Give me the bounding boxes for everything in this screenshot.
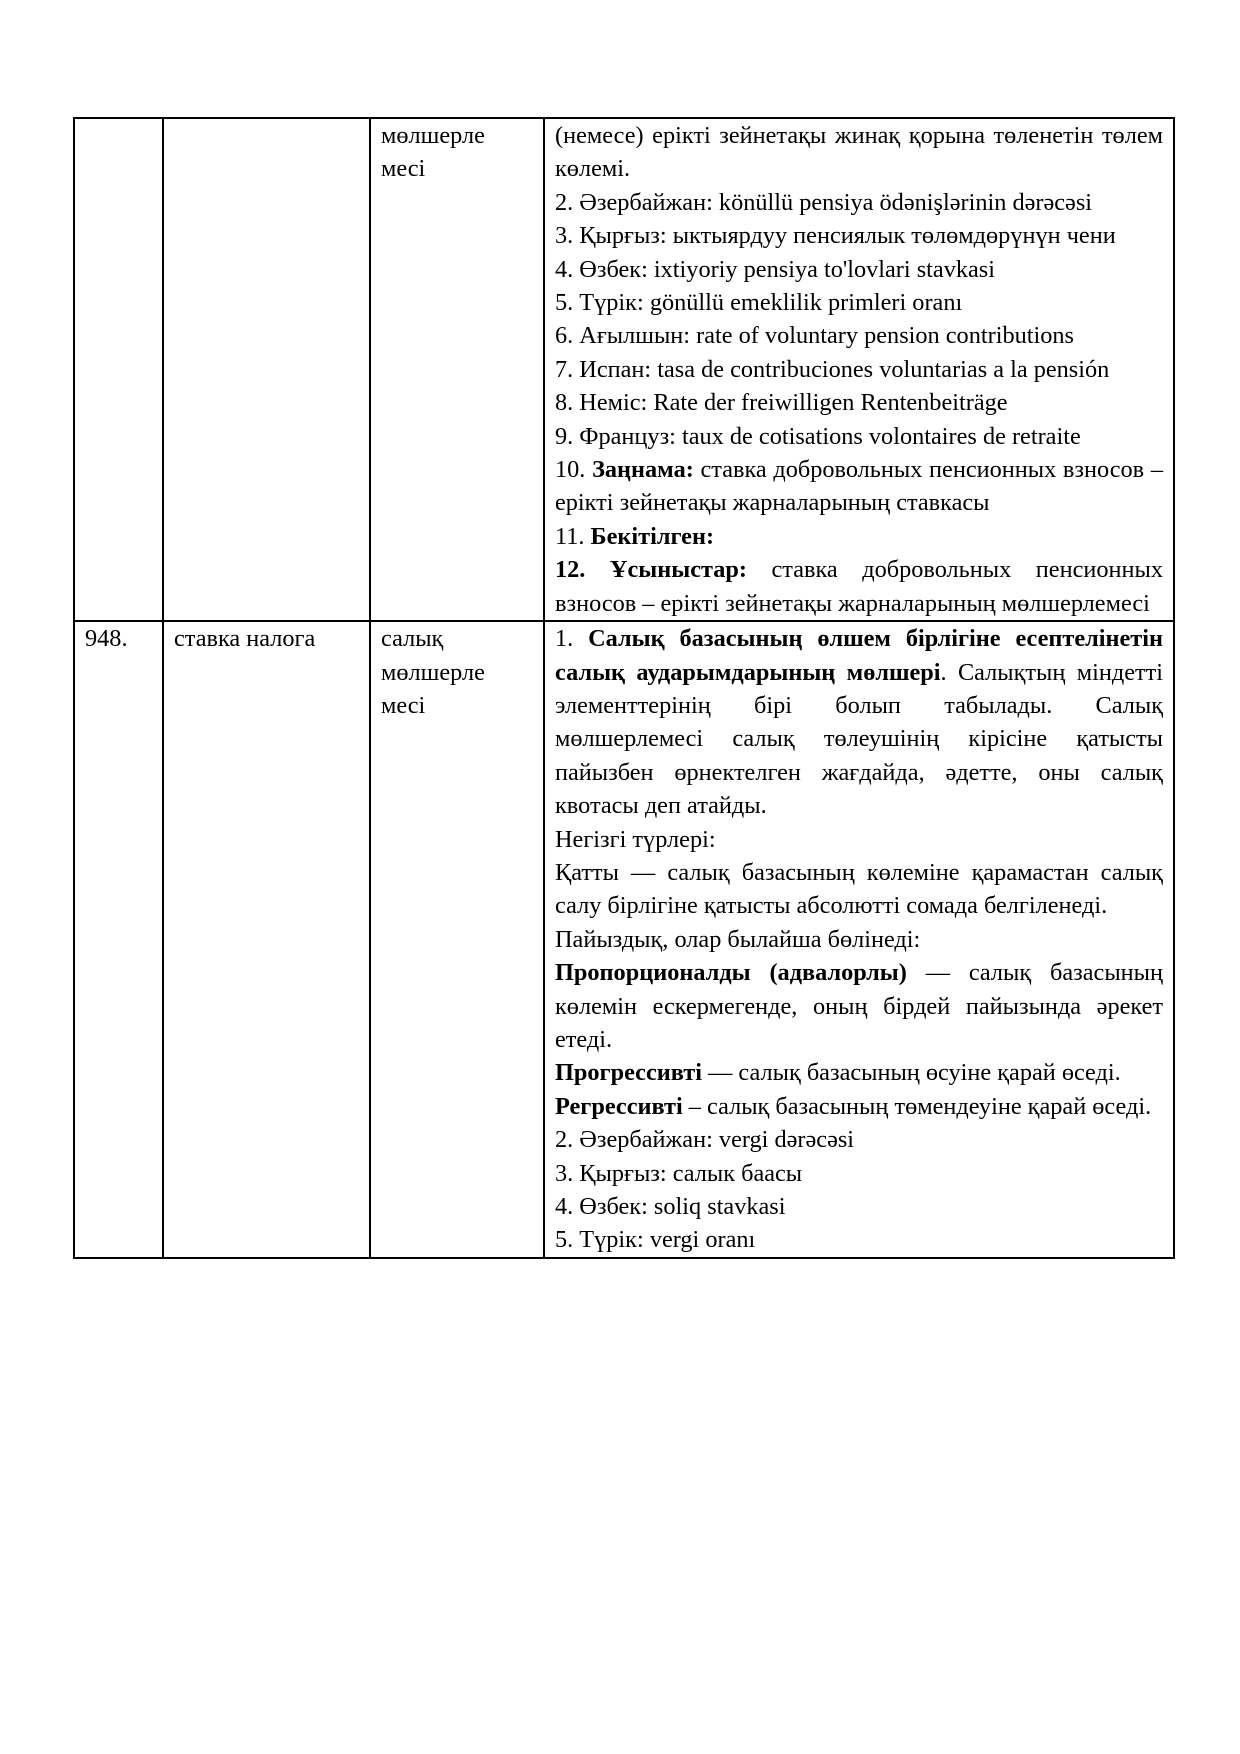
definition-paragraph (555, 286, 1163, 319)
text-span: 2. Әзербайжан: vergi dərəcəsi (555, 1126, 855, 1154)
text-span: Негізгі түрлері: (555, 825, 716, 853)
bold-text: Заңнама: (592, 456, 694, 484)
text-span: — салық базасының көлемін ескермегенде, оның бірдей пайызында әрекет етеді. (555, 959, 1163, 1053)
definition-paragraph (555, 386, 1163, 419)
bold-text: Пропорционалды (адвалорлы) (555, 959, 907, 987)
definition-paragraph (555, 1190, 1163, 1223)
bold-text: Салық базасының өлшем бірлігіне есептелінетін салық аударымдарының мөлшері (555, 625, 1163, 686)
text-span: 11. (555, 522, 591, 550)
kazakh-term: мөлшерле месі (370, 118, 544, 621)
definition-paragraph (555, 956, 1163, 1056)
text-span: . Салықтың міндетті элементтерінің бірі болып табылады. Салық мөлшерлемесі салық төлеушінің кірісіне қатысты пайызбен өрнектелген жағдайда, әдетте, оны салық квотасы деп атайды. (555, 658, 1163, 820)
definition-paragraph (555, 823, 1163, 856)
text-span: – салық базасының төмендеуіне қарай өседі. (682, 1092, 1152, 1120)
definition-paragraph (555, 319, 1163, 352)
entry-number (74, 118, 163, 621)
glossary-table (73, 117, 1175, 1259)
kazakh-term: салық мөлшерле месі (370, 621, 544, 1258)
definition-paragraph (555, 856, 1163, 923)
table-row (74, 118, 1174, 621)
text-span: 6. Ағылшын: rate of voluntary pension contributions (555, 322, 1074, 350)
russian-term (163, 118, 370, 621)
text-span: 9. Француз: taux de cotisations volontaires de retraite (555, 422, 1081, 450)
text-span: 8. Неміс: Rate der freiwilligen Rentenbeiträge (555, 389, 1008, 417)
definition-paragraph (555, 1090, 1163, 1123)
definition-paragraph (555, 186, 1163, 219)
text-span: 10. (555, 456, 593, 484)
definition-paragraph (555, 420, 1163, 453)
definition-paragraph (555, 453, 1163, 520)
text-span: — салық базасының өсуіне қарай өседі. (701, 1059, 1121, 1087)
definition-paragraph (555, 1223, 1163, 1256)
russian-term: ставка налога (163, 621, 370, 1258)
glossary-table-body (74, 118, 1174, 1258)
entry-number: 948. (74, 621, 163, 1258)
bold-text: 12. Ұсыныстар: (555, 556, 747, 584)
definition-paragraph (555, 253, 1163, 286)
definition-paragraph (555, 520, 1163, 553)
definition-paragraph (555, 923, 1163, 956)
text-span: 3. Қырғыз: салык баасы (555, 1159, 803, 1187)
definition-paragraph (555, 622, 1163, 822)
definition-paragraph (555, 553, 1163, 620)
bold-text: Бекітілген: (590, 522, 715, 550)
definition-paragraph (555, 1056, 1163, 1089)
text-span: 4. Өзбек: ixtiyoriy pensiya to'lovlari stavkasi (555, 255, 996, 283)
definition-cell (544, 118, 1174, 621)
bold-text: Регрессивті (555, 1092, 683, 1120)
text-span: 2. Әзербайжан: könüllü pensiya ödənişlərinin dərəcəsi (555, 188, 1093, 216)
text-span: ставка добровольных пенсионных взносов – ерікті зейнетақы жарналарының мөлшерлемесі (555, 556, 1163, 617)
text-span: 1. (555, 625, 589, 653)
text-span: 7. Испан: tasa de contribuciones voluntarias a la pensión (555, 355, 1110, 383)
definition-paragraph (555, 1123, 1163, 1156)
bold-text: Прогрессивті (555, 1059, 702, 1087)
text-span: (немесе) ерікті зейнетақы жинақ қорына төленетін төлем көлемі. (555, 122, 1163, 183)
text-span: 4. Өзбек: soliq stavkasi (555, 1193, 786, 1220)
definition-cell (544, 621, 1174, 1258)
text-span: Қатты — салық базасының көлеміне қарамастан салық салу бірлігіне қатысты абсолютті сомада белгіленеді. (555, 858, 1163, 920)
table-row (74, 621, 1174, 1258)
text-span: Пайыздық, олар былайша бөлінеді: (555, 925, 921, 953)
definition-paragraph (555, 119, 1163, 186)
text-span: 5. Түрік: gönüllü emeklilik primleri oranı (555, 289, 963, 317)
definition-paragraph (555, 219, 1163, 252)
definition-paragraph (555, 1157, 1163, 1190)
text-span: ставка добровольных пенсионных взносов – ерікті зейнетақы жарналарының ставкасы (555, 456, 1163, 517)
text-span: 5. Түрік: vergi oranı (555, 1226, 756, 1254)
text-span: 3. Қырғыз: ыктыярдуу пенсиялык төлөмдөрүнүн чени (555, 222, 1116, 250)
definition-paragraph (555, 353, 1163, 386)
